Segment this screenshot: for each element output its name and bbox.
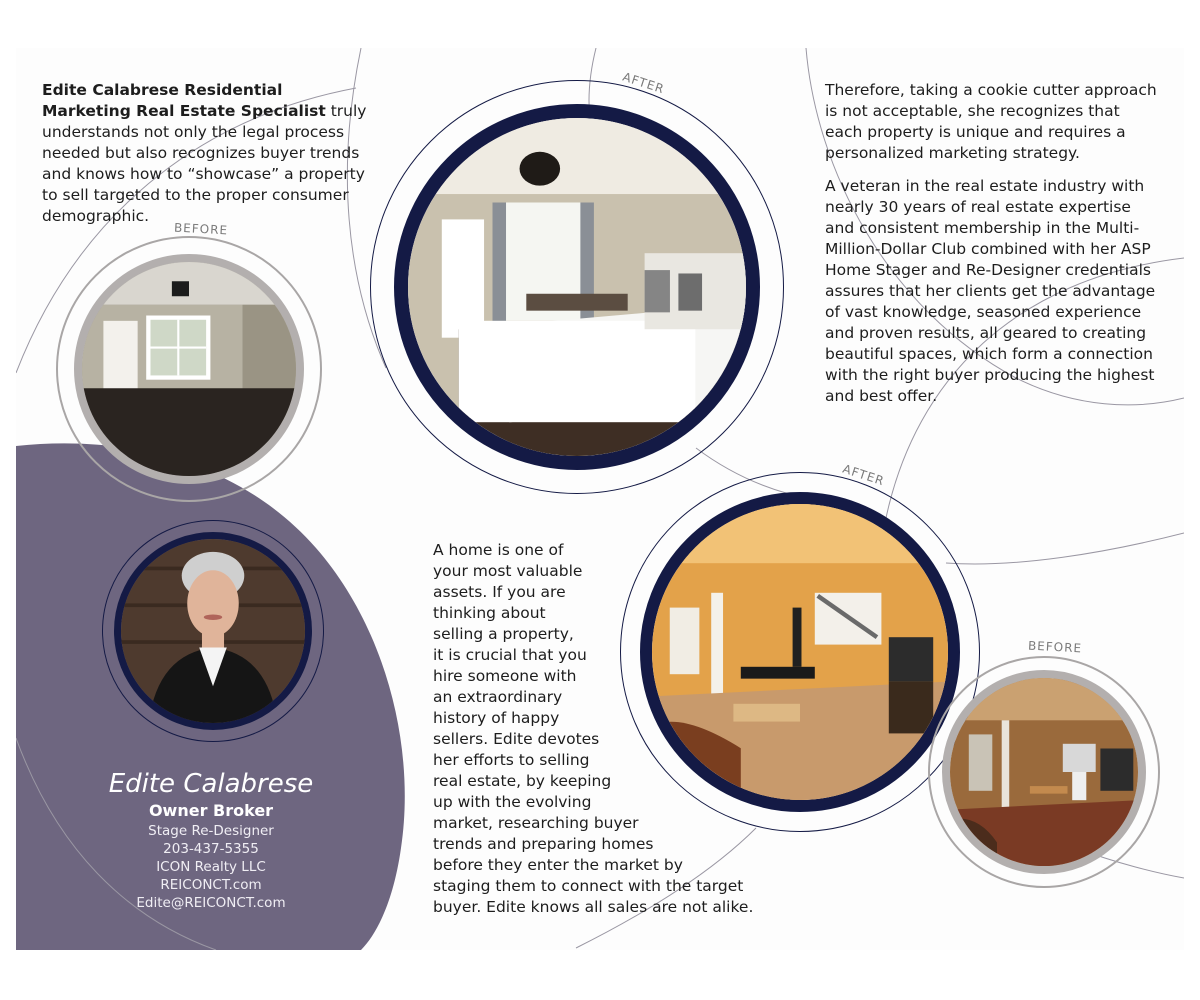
middle-line: thinking about — [433, 604, 546, 622]
before-bedroom-photo — [82, 262, 296, 476]
middle-line: real estate, by keeping — [433, 772, 612, 790]
middle-line: selling a property, — [433, 625, 574, 643]
middle-line: hire someone with — [433, 667, 577, 685]
middle-line: sellers. Edite devotes — [433, 730, 600, 748]
middle-line: an extraordinary — [433, 688, 563, 706]
middle-line: trends and preparing homes — [433, 835, 654, 853]
intro-text: truly understands not only the legal process needed but also recognizes buyer trends and knows how to “showcase” a property to sell targeted to the proper consumer demographic. — [42, 102, 367, 225]
agent-role: Stage Re-Designer — [148, 823, 274, 839]
middle-line: her efforts to selling — [433, 751, 590, 769]
agent-email[interactable]: Edite@REICONCT.com — [136, 895, 286, 911]
before-label-basement: BEFORE — [1027, 638, 1083, 656]
middle-line: market, researching buyer — [433, 814, 639, 832]
middle-line: before they enter the market by — [433, 856, 683, 874]
right-column — [825, 80, 1160, 419]
after-label-basement: AFTER — [840, 461, 887, 489]
brochure-page — [16, 48, 1184, 950]
after-label-bedroom: AFTER — [620, 69, 667, 97]
middle-line: assets. If you are — [433, 583, 566, 601]
middle-line: staging them to connect with the target — [433, 877, 744, 895]
before-basement-photo — [950, 678, 1138, 866]
right-paragraph-2: A veteran in the real estate industry with nearly 30 years of real estate expertise and consistent membership in the Multi-Million-Dollar Club combined with her ASP Home Stager and Re-Designer credentials assures that her clients get the advantage of vast knowledge, seasoned experience and proven results, all geared to creating beautiful spaces, which form a connection with the right buyer producing the highest and best offer. — [825, 177, 1156, 405]
agent-portrait-photo — [121, 539, 305, 723]
middle-line: A home is one of — [433, 541, 564, 559]
agent-contact-card — [16, 768, 406, 912]
right-paragraph-1: Therefore, taking a cookie cutter approach is not acceptable, she recognizes that each property is unique and requires a personalized marketing strategy. — [825, 81, 1157, 162]
agent-name: Edite Calabrese — [108, 769, 314, 799]
intro-paragraph — [42, 80, 372, 227]
middle-line: history of happy — [433, 709, 560, 727]
middle-line: up with the evolving — [433, 793, 592, 811]
middle-line: buyer. Edite knows all sales are not alike. — [433, 898, 754, 916]
intro-bold: Edite Calabrese Residential Marketing Real Estate Specialist — [42, 81, 326, 120]
agent-website[interactable]: REICONCT.com — [160, 877, 262, 893]
after-basement-photo — [652, 504, 948, 800]
middle-line: it is crucial that you — [433, 646, 587, 664]
agent-phone[interactable]: 203-437-5355 — [163, 841, 259, 857]
before-label-bedroom: BEFORE — [173, 220, 229, 238]
agent-company: ICON Realty LLC — [156, 859, 266, 875]
after-bedroom-photo — [408, 118, 746, 456]
agent-title: Owner Broker — [148, 801, 274, 820]
middle-line: your most valuable — [433, 562, 583, 580]
